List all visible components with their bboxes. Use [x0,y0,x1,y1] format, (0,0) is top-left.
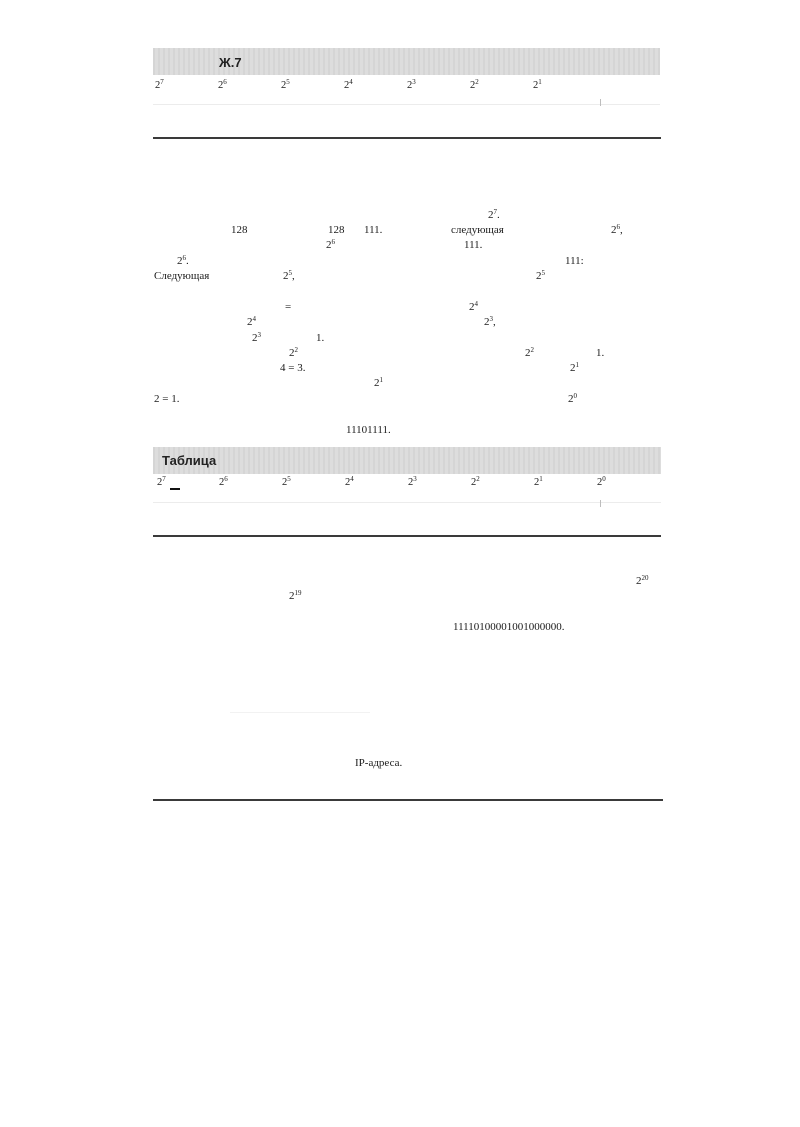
binary-number: 11110100001001000000. [453,621,565,633]
power-inline: $2^2$ [525,346,534,359]
power-inline: $2^5$ [536,269,545,282]
power-inline: $2^{19}$ [289,589,302,602]
faint-mark [600,500,601,507]
text-fragment: 1. [596,347,605,359]
text-fragment: 4 = 3. [280,362,306,374]
power-cell: $2^2$ [471,475,480,488]
power-cell: $2^0$ [597,475,606,488]
power-inline: $2^3$, [484,315,496,328]
text-fragment: 111: [565,255,584,267]
power-inline: $2^4$ [247,315,256,328]
section-bottom-rule [153,799,663,801]
power-inline: $2^{20}$ [636,574,649,587]
power-inline: $2^1$ [570,361,579,374]
power-inline: $2^6$. [177,254,189,267]
power-cell: $2^5$ [282,475,291,488]
text-fragment: следующая [451,224,504,236]
power-cell: $2^4$ [344,78,353,91]
power-cell: $2^4$ [345,475,354,488]
power-inline: $2^0$ [568,392,577,405]
power-cell: $2^7$ [155,78,164,91]
text-fragment: = [285,301,292,313]
power-cell: $2^3$ [407,78,416,91]
text-fragment: Следующая [154,270,210,282]
faint-line [230,712,370,713]
text-fragment: 128 [328,224,345,236]
faint-row-line [153,104,660,105]
power-inline: $2^7$. [488,208,500,221]
power-inline: $2^3$ [252,331,261,344]
table-bottom-rule [153,137,661,139]
text-fragment: 2 = 1. [154,393,180,405]
power-inline: $2^1$ [374,376,383,389]
table-label: Ж.7 [219,55,242,70]
power-cell: $2^6$ [218,78,227,91]
underline-mark [170,488,180,490]
power-cell: $2^7$ [157,475,166,488]
ip-text: IP-адреса. [355,757,403,769]
power-inline: $2^5$, [283,269,295,282]
binary-result: 11101111. [346,424,391,436]
power-cell: $2^5$ [281,78,290,91]
text-fragment: 1. [316,332,325,344]
table-label: Таблица [162,453,217,468]
table-header-band [153,447,661,474]
text-fragment: 111. [364,224,383,236]
text-fragment: 111. [464,239,483,251]
power-cell: $2^3$ [408,475,417,488]
power-inline: $2^2$ [289,346,298,359]
text-fragment: 128 [231,224,248,236]
power-inline: $2^6$ [326,238,335,251]
power-inline: $2^6$, [611,223,623,236]
power-cell: $2^1$ [533,78,542,91]
power-cell: $2^6$ [219,475,228,488]
faint-mark [600,99,601,106]
power-inline: $2^4$ [469,300,478,313]
table-bottom-rule [153,535,661,537]
power-cell: $2^2$ [470,78,479,91]
power-cell: $2^1$ [534,475,543,488]
faint-row-line [153,502,661,503]
